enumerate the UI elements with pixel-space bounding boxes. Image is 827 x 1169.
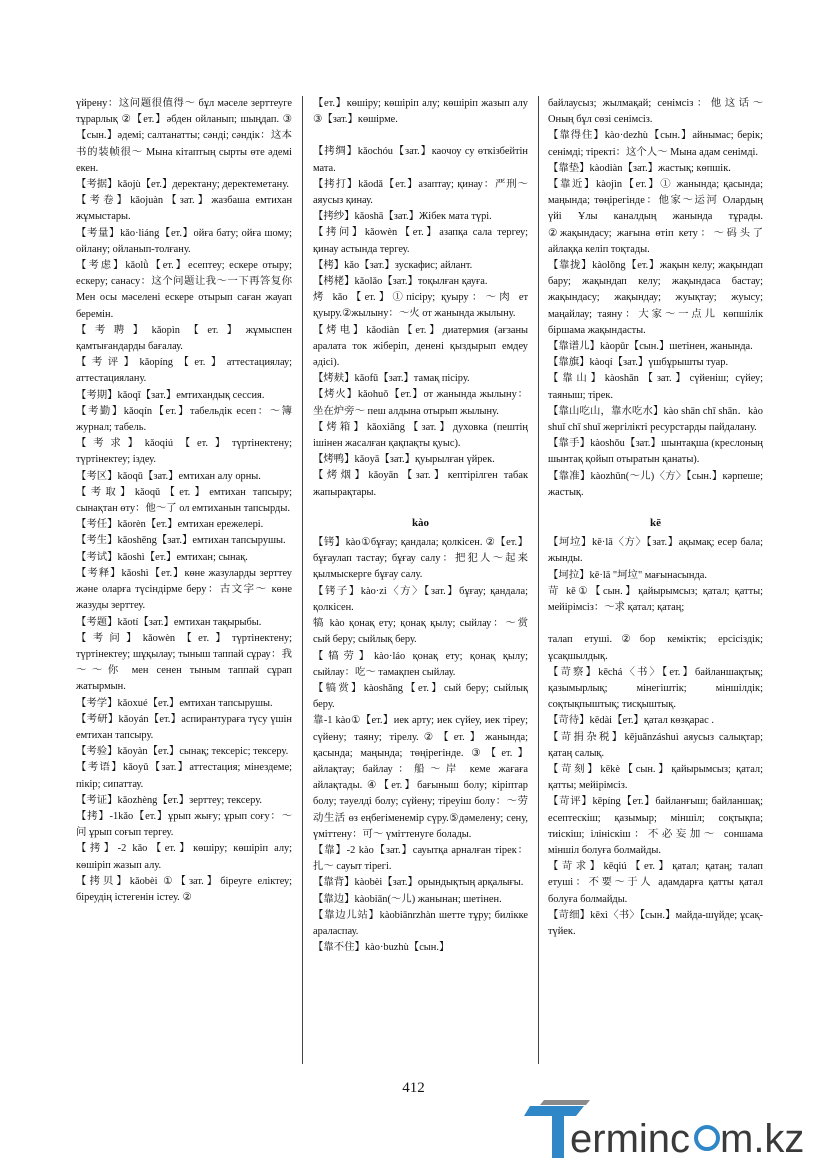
dictionary-entry: 【靠手】kàoshǒu【зат.】шынтақша (креслоның шынтақ қойып отыратын қанаты). (548, 438, 763, 466)
column-divider (302, 96, 303, 1064)
dictionary-entry: байлаусыз; жылмақай; сенімсіз：他这话～ Оның бұл сөзі сенімсіз. (548, 98, 763, 126)
dictionary-entry: 【靠背】kàobèi【зат.】орындықтың арқалығы. (313, 877, 524, 889)
dictionary-entry: 【烤电】kǎodiàn【ет.】диатермия (ағзаны аралата ток жіберіп, денені қыздырып емдеу әдісі). (313, 324, 528, 369)
dictionary-entry: 【考据】kǎojù【ет.】деректану; деректеметану. (76, 179, 289, 191)
dictionary-entry: 【考求】kǎoqiú【ет.】түртінектену; түртінектеу; іздеу. (76, 438, 292, 466)
dictionary-entry: 【考验】kǎoyàn【ет.】сынақ; тексеріс; тексеру. (76, 746, 289, 758)
dictionary-entry: 【烤箱】kǎoxiāng【зат.】духовка (пештің ішінен жасалған қақпақты қуыс). (313, 421, 528, 450)
dictionary-entry: 【苛细】kēxì〈书〉【сын.】майда-шүйде; ұсақ-түйек. (548, 909, 763, 937)
dictionary-entry: 【拷】-1kǎo【ет.】ұрып жығу; ұрып соғу：～问 ұрып соғып тергеу. (76, 810, 292, 839)
dictionary-entry: 【考量】kǎo·liáng【ет.】ойға бату; ойға шому; ойлану; ойланып-толғану. (76, 227, 292, 255)
dictionary-entry: 苛 kē①【сын.】қайырымсыз; қатал; қатты; мейірімсіз：～求 қатал; қатаң; (548, 585, 763, 614)
logo-text: erminc (570, 1117, 691, 1161)
column-right (548, 96, 763, 940)
spacer (313, 128, 528, 144)
section-heading: kē (650, 517, 661, 530)
dictionary-entry: 【拷绸】kǎochóu【зат.】каочоу су өткізбейтін мата. (313, 146, 528, 174)
dictionary-entry: 【靠近】kàojìn【ет.】① жанында; қасында; маңында; төңірегінде：他家～运河 Олардың үйі Ұлы каналдың жанында тұрады. ②жақындасу; жағына өтіп кету：～码头了 айлаққа келіп тоқтады. (548, 179, 763, 255)
dictionary-entry: 【靠准】kàozhǔn(～儿)〈方〉【сын.】кәрпеше; жастық. (548, 470, 763, 498)
dictionary-entry: 【考释】kǎoshì【ет.】көне жазуларды зерттеу және оларға түсіндірме беру：古文字～ көне жазуды зерттеу. (76, 567, 292, 612)
dictionary-entry: 【考语】kǎoyǔ【зат.】аттестация; мінездеме; пікір; сипаттау. (76, 762, 292, 790)
column-middle (313, 96, 528, 956)
dictionary-entry: 【考区】kǎoqū【зат.】емтихан алу орны. (76, 470, 261, 482)
dictionary-entry: 【坷垃】kē·lā〈方〉【зат.】ақымақ; есер бала; жынды. (548, 537, 763, 565)
dictionary-entry: 【靠拢】kàolǒng【ет.】жақын келу; жақындап бару; жақындап келу; жақындаса бастау; жақындасу; жақындау; жуықтау; жуысу; маңайлау; таяну：大家～一点儿 көпшілік біршама жақындасты. (548, 260, 763, 336)
dictionary-entry: 【考期】kǎoqī【зат.】емтихандық сессия. (76, 389, 265, 401)
dictionary-entry: 【考试】kǎoshì【ет.】емтихан; сынақ. (76, 551, 248, 563)
dictionary-entry: 【拷纱】kǎoshā【зат.】Жібек мата түрі. (313, 211, 492, 223)
dictionary-entry: 【靠山吃山，靠水吃水】kào shān chī shān．kào shuǐ chī shuǐ жергілікті ресурстарды пайдалану. (548, 405, 763, 434)
dictionary-entry: 【犒赏】kàoshǎng【ет.】сый беру; сыйлық беру. (313, 682, 528, 711)
dictionary-entry: 【犒劳】kào·láo қонақ ету; қонақ қылу; сыйлау：吃～ тамақпен сыйлау. (313, 650, 528, 678)
column-left (76, 96, 292, 906)
dictionary-entry: 【栲栳】kǎolǎo【зат.】тоқылған қауға. (313, 276, 488, 288)
logo-o-icon (696, 1127, 718, 1149)
dictionary-entry: 【苛求】kēqiú【ет.】қатал; қатаң; талап етуші：不要～于人 адамдарға қатты қатал болуға болмайды. (548, 861, 763, 905)
dictionary-entry: 【考生】kǎoshēng【зат.】емтихан тапсырушы. (76, 535, 286, 547)
dictionary-entry: 【考问】kǎowèn【ет.】түртінектену; түртінектеу; шұқылау; тыныш таппай сұрау：我～～你 мен сенен тыным таппай сұрап жатырмын. (76, 632, 292, 693)
dictionary-entry: 【苛评】kēpíng【ет.】байланғыш; байланшақ; есептескіш; қазымыр; міншіл; соқтықпа; тиіскіш; ілініскіш：不必妄加～ соншама міншіл болуға болмайды. (548, 796, 763, 856)
dictionary-entry: 【烤鸭】kǎoyā【зат.】қуырылған үйрек. (313, 454, 495, 466)
logo-text-suffix: m.kz (720, 1117, 805, 1161)
dictionary-entry: 【靠边】kàobiān(～儿) жанынан; шетінен. (313, 893, 502, 905)
dictionary-entry: 【考卷】kǎojuàn【зат.】жазбаша емтихан жұмыстары. (76, 195, 292, 223)
dictionary-entry: 【靠谱儿】kàopǔr【сын.】шетінен, жанында. (548, 341, 753, 353)
dictionary-entry: 【拷问】kǎowèn【ет.】азапқа сала тергеу; қинау астында тергеу. (313, 227, 528, 255)
dictionary-entry: 【考评】kǎopíng【ет.】аттестациялау; аттестациялану. (76, 357, 292, 385)
dictionary-entry: 【铐】kào①бұғау; қандала; қолкісен. ②【ет.】бұғаулап тастау; бұғау салу：把犯人～起来 қылмыскерге бұғау салу. (313, 537, 528, 581)
dictionary-entry: 【靠】-2 kào【зат.】сауытқа арналған тірек：扎～ сауыт тірегі. (313, 844, 528, 873)
dictionary-entry: 靠-1 kào①【ет.】иек арту; иек сүйеу, иек тіреу; сүйену; таяну; тірелу.②【ет.】жанында; қасында; маңында; төңірегінде. ③【ет.】айлақтау; байлау：船～岸 кеме жағаға айлақтады. ④【ет.】бағыныш болу; кіріптар болу; тәуелді болу; сүйену; тіреуіш болу：～劳动生活 өз еңбегіменемір сүру.⑤дәмелену; сену, үміттену：可～ үміттенуге болады. (313, 715, 528, 840)
dictionary-entry: 【考题】kǎotí【зат.】емтихан тақырыбы. (76, 616, 262, 628)
dictionary-entry: 【ет.】көшіру; көшіріп алу; көшіріп жазып алу ③【зат.】көшірме. (313, 98, 528, 126)
column-divider (538, 96, 539, 1064)
dictionary-entry: 【考聘】kǎopìn【ет.】жұмыспен қамтығандарды бағалау. (76, 324, 292, 353)
dictionary-entry: үйрену：这问题很值得～ бұл мәселе зерттеуге тұрарлық ②【ет.】әбден ойланып; шыңдап. ③【сын.】әдемі; салтанатты; сәнді; сәндік：这本书的装帧很～ Мына кітаптың сырты өте әдемі екен. (76, 98, 292, 174)
termincom-logo[interactable] (524, 1100, 814, 1162)
dictionary-entry: 【苛捐杂税】kējuānzáshuì аяусыз салықтар; қатаң салық. (548, 731, 763, 759)
dictionary-entry: 【拷】-2 kǎo【ет.】көшіру; көшіріп алу; көшіріп жазып алу. (76, 843, 292, 871)
dictionary-entry: 【栲】kǎo【зат.】зускафис; айлант. (313, 259, 473, 271)
dictionary-entry: 【考任】kǎorèn【ет.】емтихан ережелері. (76, 519, 264, 531)
dictionary-entry: 【考研】kǎoyán【ет.】аспирантураға түсу үшін емтихан тапсыру. (76, 713, 292, 741)
logo-t-accent-icon (540, 1100, 590, 1105)
dictionary-entry: 【靠得住】kào·dezhù【сын.】айнымас; берік; сенімді; тіректі：这个人～ Мына адам сенімді. (548, 130, 763, 158)
dictionary-entry: 【烤烟】kǎoyān【зат.】кептірілген табак жапырақтары. (313, 470, 528, 498)
page-number: 412 (402, 1080, 425, 1096)
dictionary-entry: 【坷拉】kē·lā "坷垃" мағынасында. (548, 569, 707, 581)
dictionary-entry: 【烤麸】kǎofū【зат.】тамақ пісіру. (313, 373, 470, 385)
dictionary-entry: 【靠山】kàoshān【зат.】сүйеніш; сүйеу; таяныш; тірек. (548, 373, 763, 401)
dictionary-entry: 【拷贝】kǎobèi ①【зат.】біреуге еліктеу; біреудің істегенін істеу. ② (76, 875, 292, 903)
dictionary-entry: 【拷打】kǎodǎ【ет.】азаптау; қинау：严刑～ аяусыз қинау. (313, 178, 528, 207)
dictionary-entry: 【苛察】kēchá〈书〉【ет.】байланшақтық; қазымырлық; мінегіштік; міншілдік; соқтықпыштық; тисқыштық. (548, 666, 763, 711)
dictionary-entry: 【靠边儿站】kàobiānrzhàn шетте тұру; билікке араласпау. (313, 909, 528, 937)
dictionary-entry: 【考证】kǎozhèng【ет.】зерттеу; тексеру. (76, 794, 262, 806)
dictionary-entry: 烤 kǎo【ет.】①пісіру; қуыру：～肉 ет қуыру.②жылыну：～火 от жанында жылыну. (313, 292, 528, 320)
dictionary-entry: 【考虑】kǎolǜ【ет.】есептеу; ескере отыру; ескеру; санасу：这个问题让我～一下再答复你 Мен осы мәселені ескере отырып саған жауап беремін. (76, 260, 292, 320)
section-heading: kào (411, 516, 430, 529)
dictionary-entry: 【苛待】kēdài【ет.】қатал көзқарас . (548, 715, 714, 727)
spacer (548, 616, 763, 632)
dictionary-entry: 【铐子】kào·zi〈方〉【зат.】бұғау; қандала; қолкісен. (313, 585, 528, 613)
dictionary-entry: 【苛刻】kēkè【сын.】қайырымсыз; қатал; қатты; мейірімсіз. (548, 763, 763, 792)
dictionary-entry: 【考取】kǎoqǔ【ет.】емтихан тапсыру; сынақтан өту：他～了 ол емтиханын тапсырды. (76, 486, 292, 515)
dictionary-entry: 【靠不住】kào·buzhù【сын.】 (313, 942, 450, 954)
dictionary-entry: 【烤火】kǎohuǒ【ет.】от жанында жылыну：坐在炉旁～ пеш алдына отырып жылыну. (313, 389, 528, 417)
dictionary-entry: 【靠旗】kàoqí【зат.】үшбұрышты туар. (548, 357, 729, 369)
dictionary-entry: 【考勤】kǎoqín【ет.】табельдік есеп：～簿 журнал; табель. (76, 405, 292, 434)
dictionary-entry: 【靠垫】kàodiàn【зат.】жастық; көпшік. (548, 162, 731, 174)
dictionary-entry: талап етуші.②бор кеміктік; ерсісіздік; ұсақшылдық. (548, 634, 763, 662)
dictionary-entry: 【考学】kǎoxué【ет.】емтихан тапсырушы. (76, 697, 273, 709)
dictionary-entry: 犒 kào қонақ ету; қонақ қылу; сыйлау：～赏 сый беру; сыйлық беру. (313, 618, 528, 646)
